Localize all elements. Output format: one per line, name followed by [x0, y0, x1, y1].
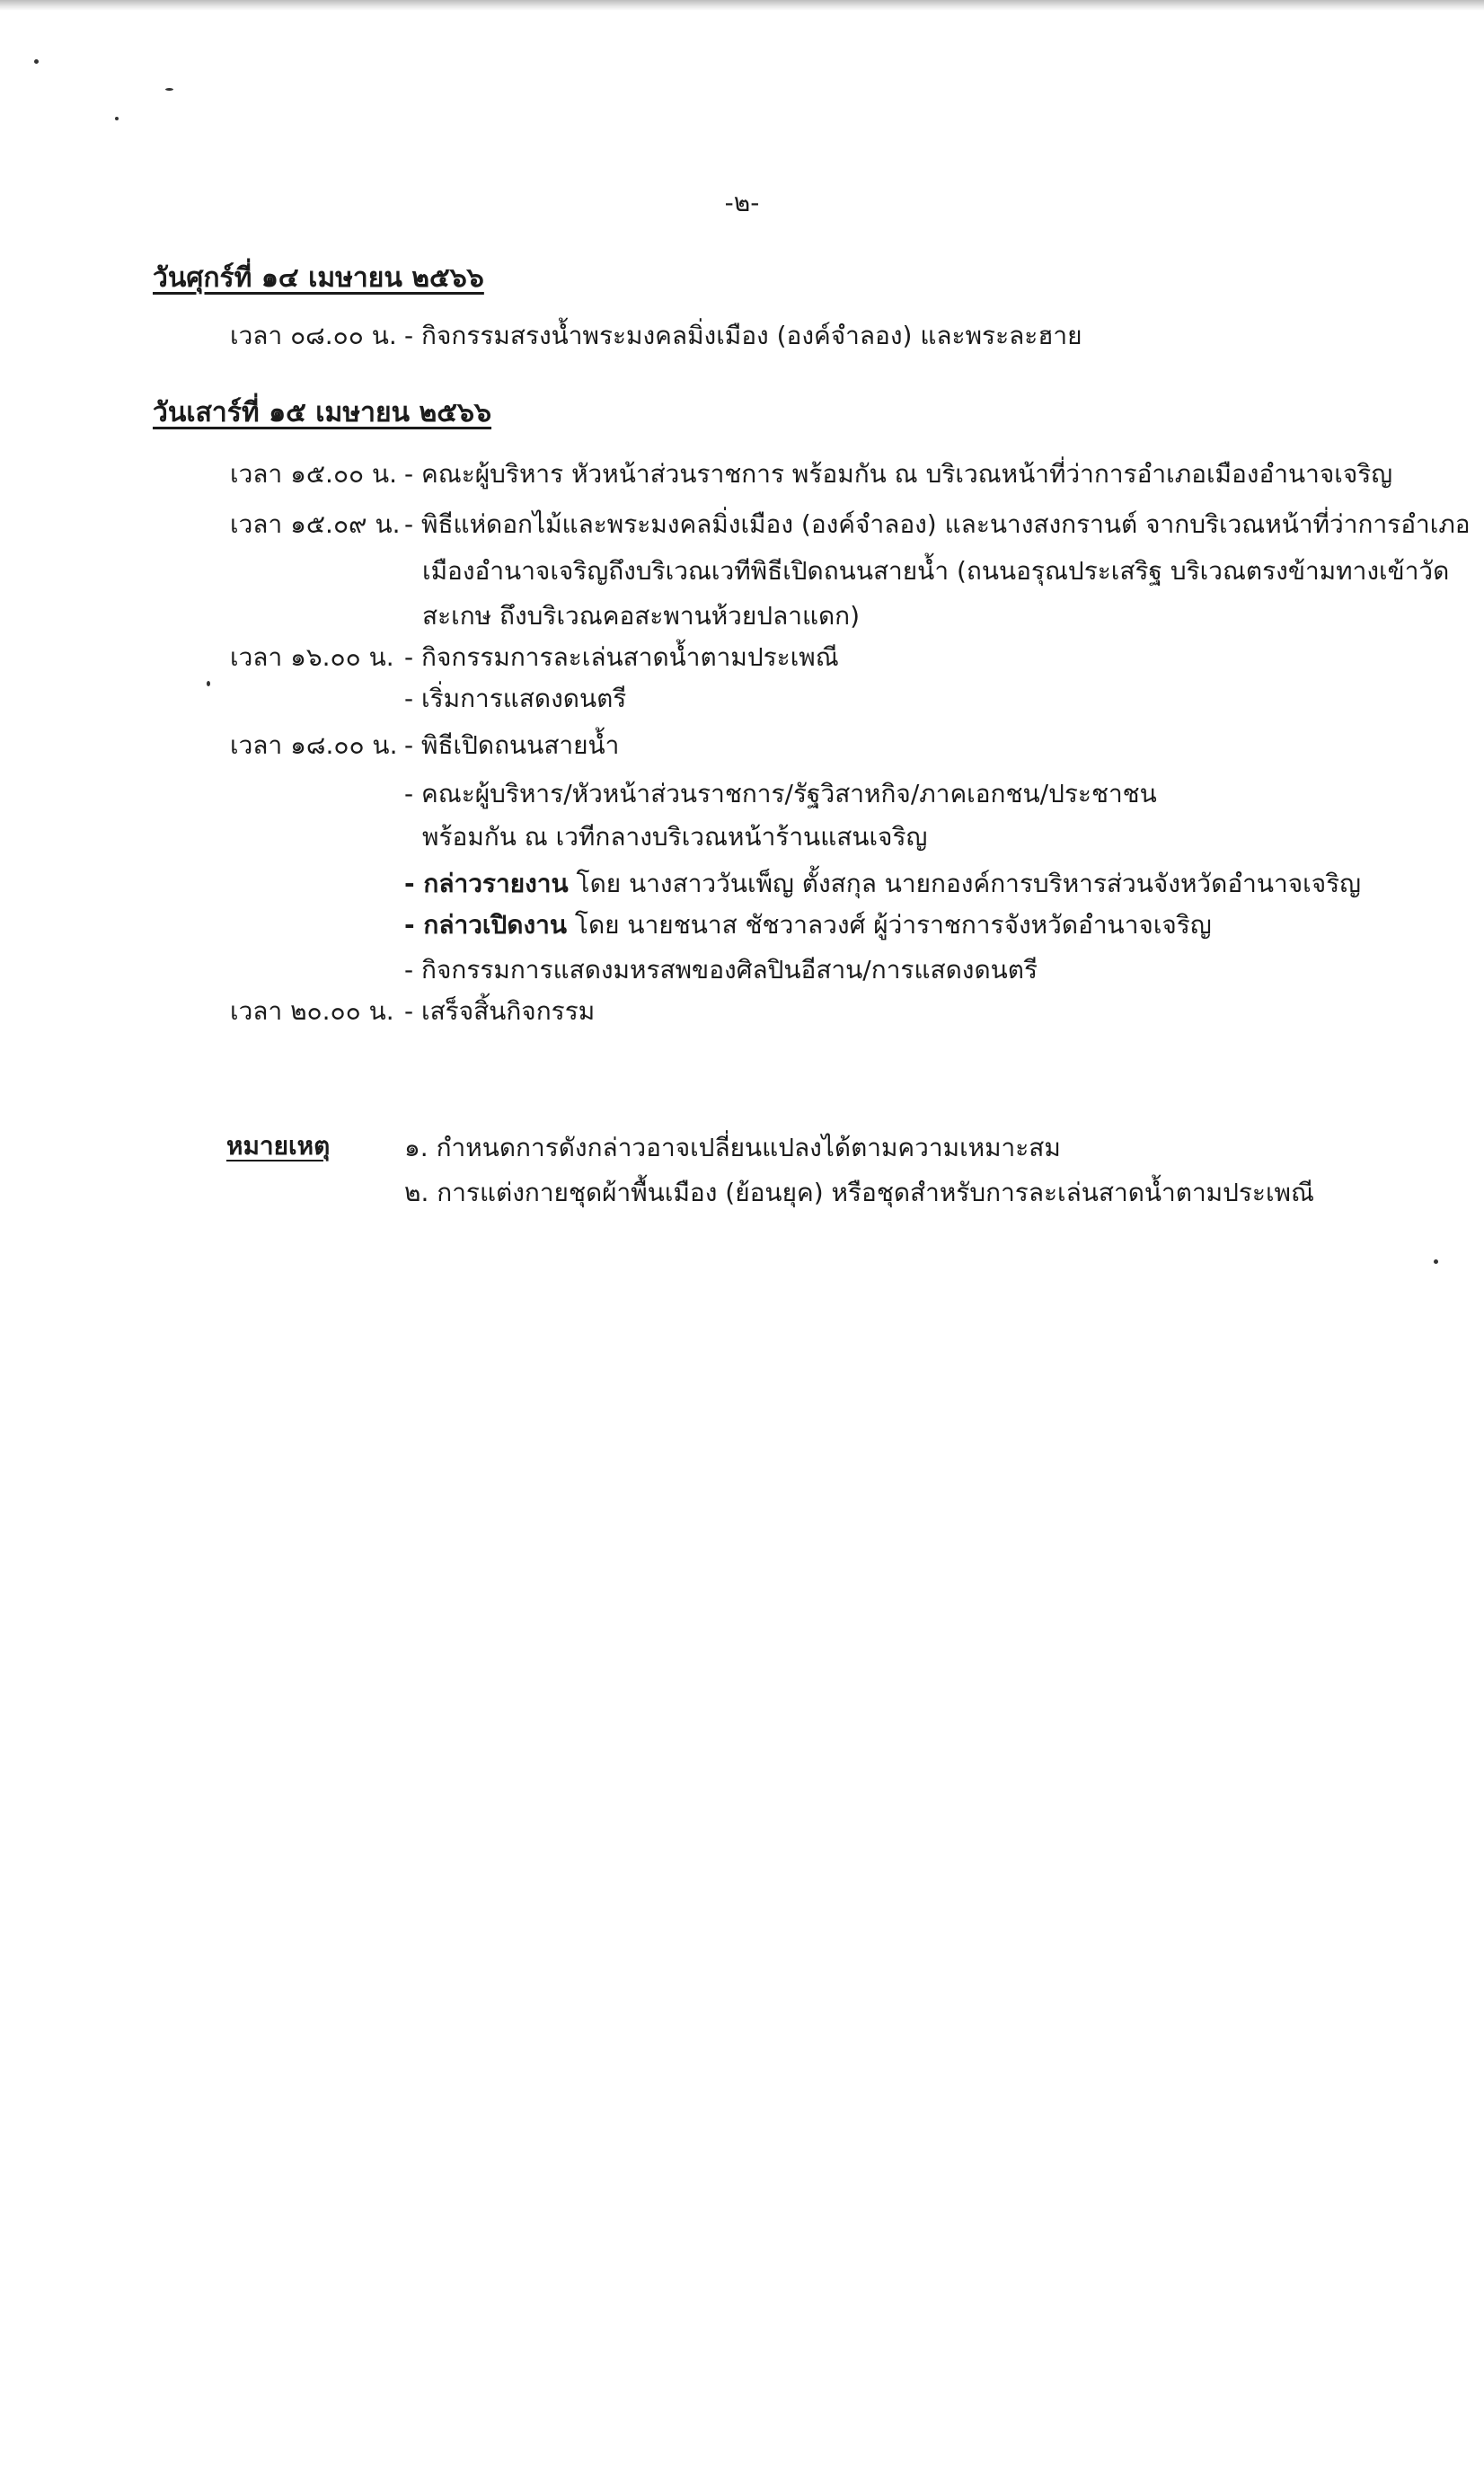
- schedule-time: เวลา ๑๖.๐๐ น.: [230, 642, 394, 672]
- scan-speck: [1434, 1259, 1438, 1264]
- schedule-time: เวลา ๑๕.๐๙ น.: [230, 509, 401, 539]
- schedule-text: - กิจกรรมสรงน้ำพระมงคลมิ่งเมือง (องค์จำลอง) และพระละฮาย: [404, 321, 1082, 350]
- day-heading-friday: วันศุกร์ที่ ๑๔ เมษายน ๒๕๖๖: [153, 262, 484, 294]
- schedule-text: โดย นายชนาส ชัชวาลวงศ์ ผู้ว่าราชการจังหวัดอำนาจเจริญ: [567, 910, 1212, 940]
- scan-speck: [165, 88, 173, 91]
- schedule-text: - กิจกรรมการแสดงมหรสพของศิลปินอีสาน/การแสดงดนตรี: [404, 955, 1038, 985]
- remarks-item: ๑. กำหนดการดังกล่าวอาจเปลี่ยนแปลงได้ตามความเหมาะสม: [404, 1133, 1061, 1162]
- schedule-time: เวลา ๑๕.๐๐ น.: [230, 459, 398, 489]
- opening-label: - กล่าวเปิดงาน: [404, 910, 567, 940]
- schedule-text: - เริ่มการแสดงดนตรี: [404, 684, 627, 713]
- day-heading-saturday: วันเสาร์ที่ ๑๕ เมษายน ๒๕๖๖: [153, 397, 492, 428]
- schedule-time: เวลา ๐๘.๐๐ น.: [230, 321, 397, 350]
- schedule-text: - คณะผู้บริหาร หัวหน้าส่วนราชการ พร้อมกัน ณ บริเวณหน้าที่ว่าการอำเภอเมืองอำนาจเจริญ: [404, 459, 1393, 489]
- scan-speck: [34, 59, 39, 64]
- schedule-text: - เสร็จสิ้นกิจกรรม: [404, 996, 596, 1026]
- schedule-time: เวลา ๑๘.๐๐ น.: [230, 730, 398, 760]
- schedule-text: โดย นางสาววันเพ็ญ ตั้งสกุล นายกองค์การบริหารส่วนจังหวัดอำนาจเจริญ: [568, 869, 1362, 898]
- schedule-text: - พิธีเปิดถนนสายน้ำ: [404, 730, 620, 760]
- schedule-text: - กิจกรรมการละเล่นสาดน้ำตามประเพณี: [404, 642, 839, 672]
- schedule-text: พร้อมกัน ณ เวทีกลางบริเวณหน้าร้านแสนเจริญ: [422, 822, 928, 852]
- remarks-heading: หมายเหตุ: [226, 1131, 331, 1161]
- schedule-text: - พิธีแห่ดอกไม้และพระมงคลมิ่งเมือง (องค์จำลอง) และนางสงกรานต์ จากบริเวณหน้าที่ว่าการอำเภอ: [404, 509, 1471, 539]
- scan-edge: [0, 0, 1484, 11]
- schedule-time: เวลา ๒๐.๐๐ น.: [230, 996, 394, 1026]
- schedule-text: เมืองอำนาจเจริญถึงบริเวณเวทีพิธีเปิดถนนสายน้ำ (ถนนอรุณประเสริฐ บริเวณตรงข้ามทางเข้าวัด: [422, 556, 1450, 586]
- scan-speck: [115, 117, 119, 120]
- page-number: -๒-: [724, 188, 760, 217]
- remarks-item: ๒. การแต่งกายชุดผ้าพื้นเมือง (ย้อนยุค) หรือชุดสำหรับการละเล่นสาดน้ำตามประเพณี: [404, 1178, 1314, 1207]
- schedule-text: สะเกษ ถึงบริเวณคอสะพานห้วยปลาแดก): [422, 601, 861, 631]
- scan-speck: [207, 681, 210, 686]
- schedule-text: - คณะผู้บริหาร/หัวหน้าส่วนราชการ/รัฐวิสาหกิจ/ภาคเอกชน/ประชาชน: [404, 779, 1157, 808]
- report-label: - กล่าวรายงาน: [404, 869, 569, 898]
